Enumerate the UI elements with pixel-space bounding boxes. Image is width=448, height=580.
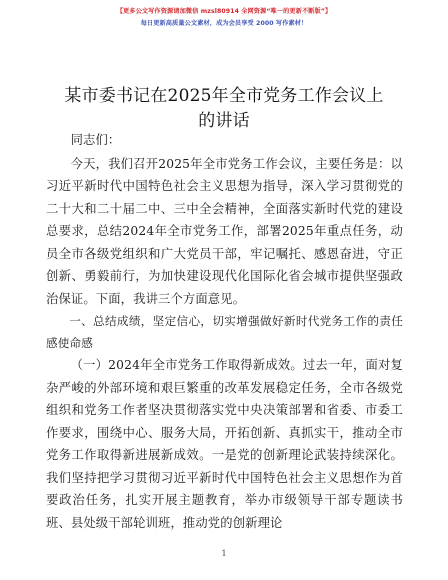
document-body (46, 129, 403, 534)
salutation: 同志们： (70, 133, 121, 147)
body-paragraph: 今天，我们召开2025年全市党务工作会议，主要任务是：以习近平新时代中国特色社会主义思想为指导，深入学习贯彻党的二十大和二十届二中、三中全会精神，全面落实新时代党的建设总要求，总结2024年全市党务工作，部署2025年重点任务，动员全市各级党组织和广大党员干部，牢记嘱托、感恩奋进，守正创新、勇毅前行，为加快建设现代化国际化省会城市提供坚强政治保证。下面，我讲三个方面意见。 (46, 156, 403, 306)
section-heading: 一、总结成绩，坚定信心，切实增强做好新时代党务工作的责任感使命感 (46, 314, 403, 350)
promo-banner-subline: 每日更新高质量公文素材，成为会员享受 2000 写作素材！ (140, 20, 308, 27)
page-number: 1 (221, 549, 227, 558)
promo-banner-top: 【更多公文写作资源请加微信 mzsl80914 全网资源“唯一的更新不断版”】 (116, 8, 332, 15)
body-paragraph: （一）2024年全市党务工作取得新成效。过去一年，面对复杂严峻的外部环境和艰巨繁重的改革发展稳定任务，全市各级党组织和党务工作者坚决贯彻落实党中央决策部署和省委、市委工作要求，围绕中心、服务大局，开拓创新、真抓实干，推动全市党务工作取得新进展新成效。一是党的创新理论武装持续深化。我们坚持把学习贯彻习近平新时代中国特色社会主义思想作为首要政治任务，扎实开展主题教育，举办市级领导干部专题读书班、县处级干部轮训班，推动党的创新理论 (46, 358, 403, 530)
document-title: 某市委书记在2025年全市党务工作会议上的讲话 (64, 86, 384, 131)
